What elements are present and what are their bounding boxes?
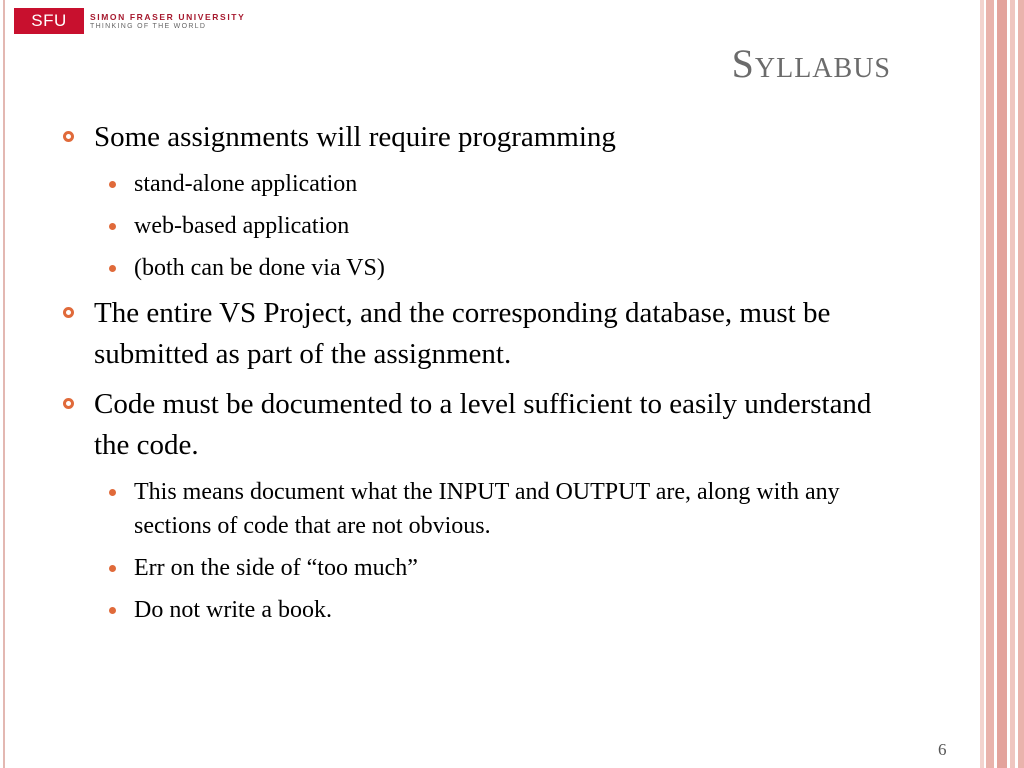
ring-bullet-icon [63, 131, 74, 142]
dot-bullet-icon [109, 223, 116, 230]
dot-bullet-icon [109, 607, 116, 614]
sfu-logo [14, 8, 245, 34]
page-number: 6 [938, 740, 947, 759]
sfu-logo-wordmark [90, 12, 245, 30]
sub-bullet-text: Do not write a book. [134, 597, 332, 623]
bullet-item [62, 293, 892, 375]
sub-bullet-item [62, 167, 892, 201]
slide-content [62, 117, 892, 635]
sub-bullet-item [62, 551, 892, 585]
sub-bullet-text: (both can be done via VS) [134, 255, 385, 281]
sub-bullet-text: Err on the side of “too much” [134, 555, 418, 581]
sub-bullet-item [62, 593, 892, 627]
sub-bullet-item [62, 251, 892, 285]
right-decorative-stripes [980, 0, 1024, 768]
dot-bullet-icon [109, 181, 116, 188]
sub-bullet-item [62, 475, 892, 543]
logo-tagline: THINKING OF THE WORLD [90, 23, 207, 30]
dot-bullet-icon [109, 489, 116, 496]
bullet-item [62, 117, 892, 158]
ring-bullet-icon [63, 307, 74, 318]
dot-bullet-icon [109, 265, 116, 272]
sub-bullet-text: stand-alone application [134, 171, 358, 197]
ring-bullet-icon [63, 398, 74, 409]
bullet-text: The entire VS Project, and the corresponding database, must be submitted as part of the assignment. [94, 297, 831, 370]
bullet-item [62, 384, 892, 466]
bullet-text: Some assignments will require programming [94, 121, 616, 153]
slide-title: Syllabus [731, 41, 891, 86]
dot-bullet-icon [109, 565, 116, 572]
logo-university-name: SIMON FRASER UNIVERSITY [90, 12, 246, 22]
sub-bullet-text: web-based application [134, 213, 350, 239]
left-border-line [3, 0, 5, 768]
sub-bullet-text: This means document what the INPUT and OUTPUT are, along with any sections of code that are not obvious. [134, 479, 840, 539]
bullet-text: Code must be documented to a level sufficient to easily understand the code. [94, 388, 872, 461]
sub-bullet-item [62, 209, 892, 243]
sfu-logo-mark: SFU [14, 8, 84, 34]
